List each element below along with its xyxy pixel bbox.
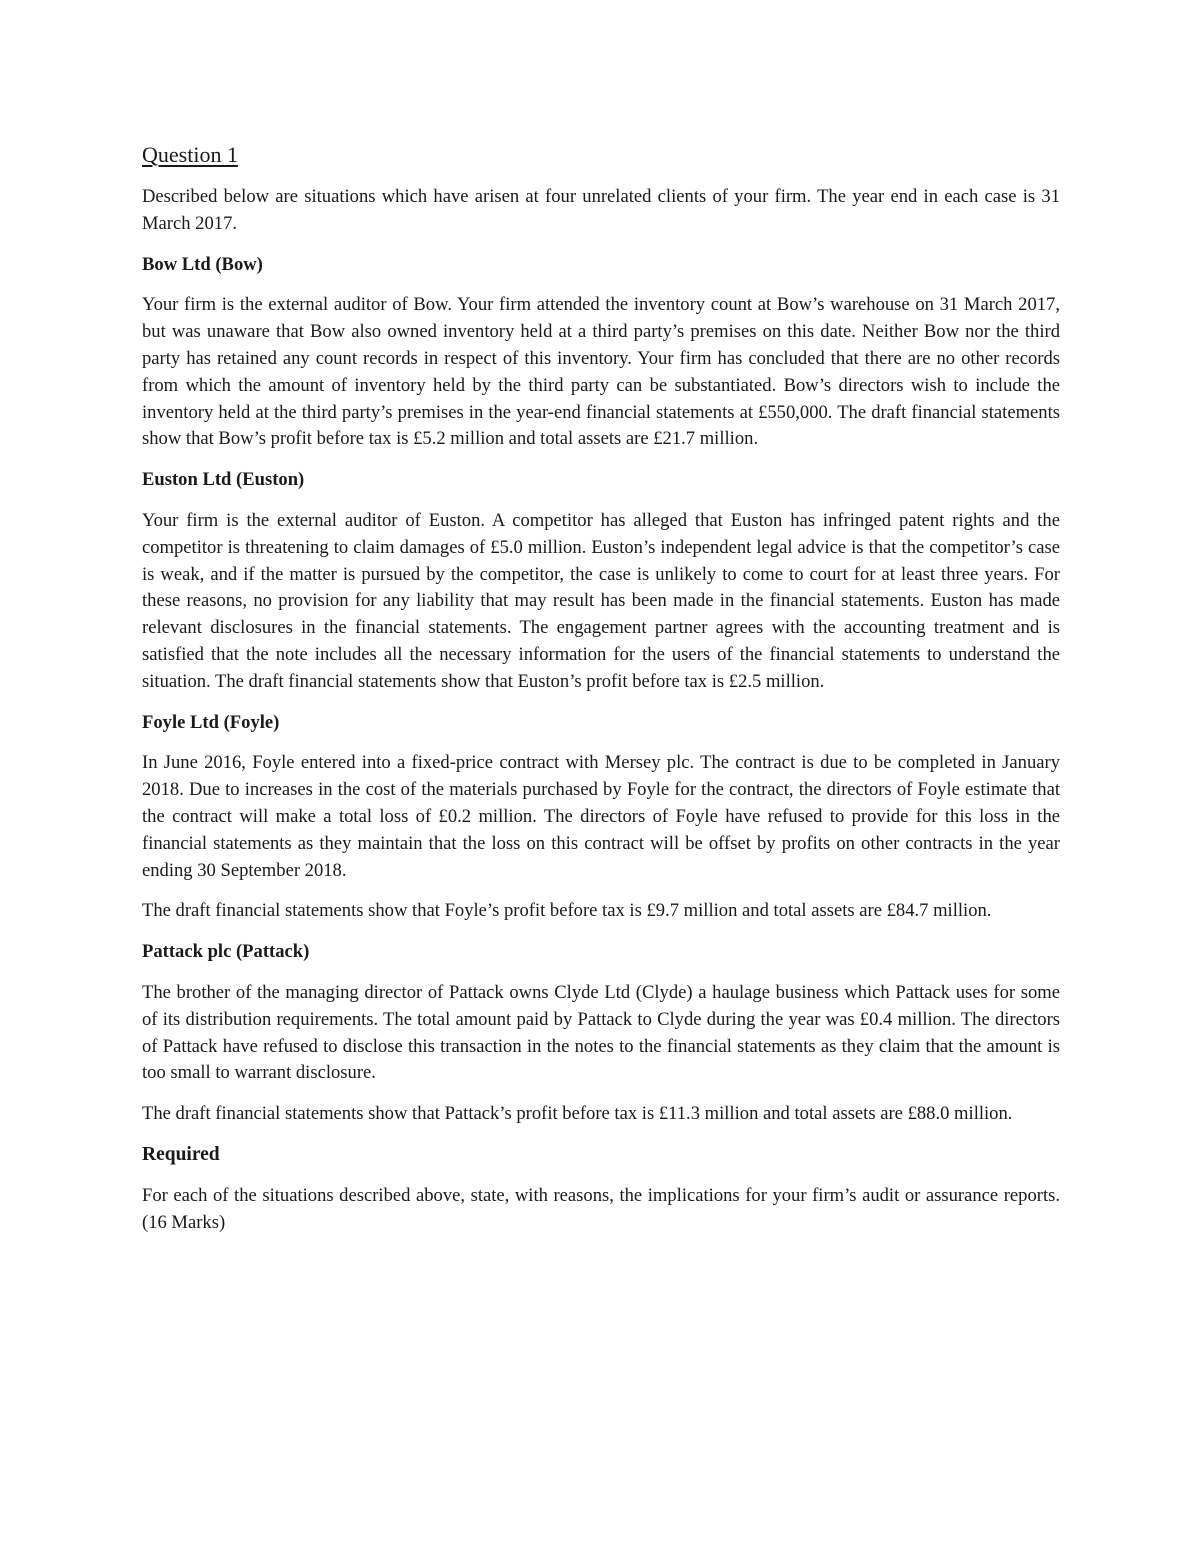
pattack-heading: Pattack plc (Pattack) bbox=[142, 941, 310, 963]
bow-heading: Bow Ltd (Bow) bbox=[142, 253, 263, 275]
document-page bbox=[142, 140, 1060, 1250]
question-title: Question 1 bbox=[142, 142, 238, 167]
pattack-paragraph-1: The brother of the managing director of Pattack owns Clyde Ltd (Clyde) a haulage business which Pattack uses for some of its distribution requirements. The total amount paid by Pattack to Clyde during the year was £0.4 million. The directors of Pattack have refused to disclose this transaction in the notes to the financial statements as they claim that the amount is too small to warrant disclosure. bbox=[142, 981, 1060, 1084]
euston-paragraph: Your firm is the external auditor of Euston. A competitor has alleged that Euston has infringed patent rights and the competitor is threatening to claim damages of £5.0 million. Euston’s independent legal advice is that the competitor’s case is weak, and if the matter is pursued by the competitor, the case is unlikely to come to court for at least three years. For these reasons, no provision for any liability that may result has been made in the financial statements. Euston has made relevant disclosures in the financial statements. The engagement partner agrees with the accounting treatment and is satisfied that the note includes all the necessary information for the users of the financial statements to understand the situation. The draft financial statements show that Euston’s profit before tax is £2.5 million. bbox=[142, 509, 1060, 692]
foyle-heading: Foyle Ltd (Foyle) bbox=[142, 711, 280, 733]
pattack-paragraph-2: The draft financial statements show that Pattack’s profit before tax is £11.3 million and total assets are £88.0 million. bbox=[142, 1103, 1013, 1125]
foyle-paragraph-1: In June 2016, Foyle entered into a fixed-price contract with Mersey plc. The contract is due to be completed in January 2018. Due to increases in the cost of the materials purchased by Foyle for the contract, the directors of Foyle estimate that the contract will make a total loss of £0.2 million. The directors of Foyle have refused to provide for this loss in the financial statements as they maintain that the loss on this contract will be offset by profits on other contracts in the year ending 30 September 2018. bbox=[142, 752, 1060, 881]
bow-paragraph: Your firm is the external auditor of Bow. Your firm attended the inventory count at Bow’s warehouse on 31 March 2017, but was unaware that Bow also owned inventory held at a third party’s premises on this date. Neither Bow nor the third party has retained any count records in respect of this inventory. Your firm has concluded that there are no other records from which the amount of inventory held by the third party can be substantiated. Bow’s directors wish to include the inventory held at the third party’s premises in the year-end financial statements at £550,000. The draft financial statements show that Bow’s profit before tax is £5.2 million and total assets are £21.7 million. bbox=[142, 294, 1060, 450]
intro-paragraph: Described below are situations which have arisen at four unrelated clients of your firm. The year end in each case is 31 March 2017. bbox=[142, 186, 1060, 234]
required-heading: Required bbox=[142, 1143, 220, 1165]
euston-heading: Euston Ltd (Euston) bbox=[142, 469, 305, 491]
foyle-paragraph-2: The draft financial statements show that Foyle’s profit before tax is £9.7 million and total assets are £84.7 million. bbox=[142, 900, 992, 922]
required-paragraph: For each of the situations described above, state, with reasons, the implications for your firm’s audit or assurance reports. (16 Marks) bbox=[142, 1184, 1060, 1233]
